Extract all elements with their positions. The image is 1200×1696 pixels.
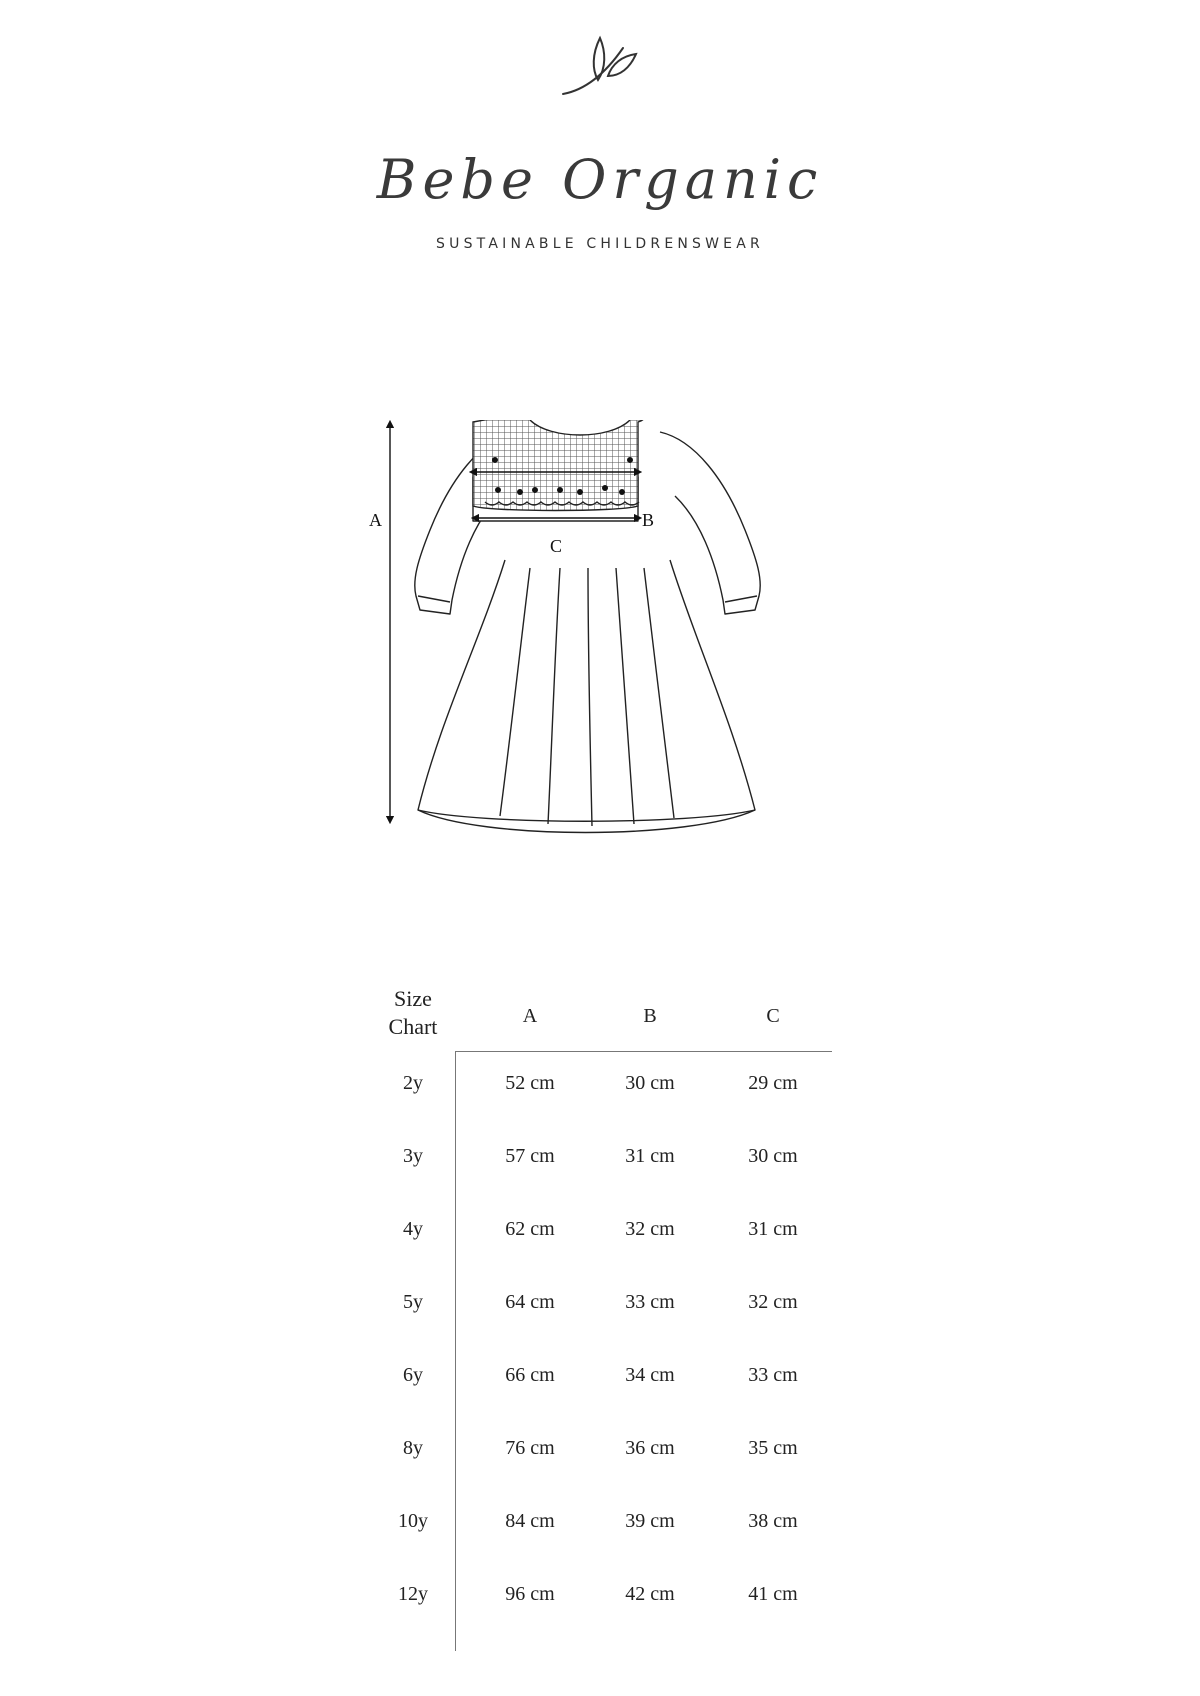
c-cell: 32 cm: [748, 1291, 798, 1313]
brand-tagline: SUSTAINABLE CHILDRENSWEAR: [436, 236, 764, 252]
a-cell: 57 cm: [505, 1145, 555, 1167]
table-row: [372, 1437, 832, 1477]
size-cell: 2y: [403, 1072, 423, 1094]
a-cell: 64 cm: [505, 1291, 555, 1313]
c-cell: 29 cm: [748, 1072, 798, 1094]
size-cell: 8y: [403, 1437, 423, 1459]
table-row: [372, 1291, 832, 1331]
column-divider: [455, 1051, 456, 1651]
size-cell: 10y: [398, 1510, 428, 1532]
c-cell: 33 cm: [748, 1364, 798, 1386]
a-cell: 62 cm: [505, 1218, 555, 1240]
b-cell: 42 cm: [625, 1583, 675, 1605]
size-cell: 3y: [403, 1145, 423, 1167]
b-cell: 36 cm: [625, 1437, 675, 1459]
b-cell: 33 cm: [625, 1291, 675, 1313]
table-row: [372, 1218, 832, 1258]
table-row: [372, 1145, 832, 1185]
size-cell: 6y: [403, 1364, 423, 1386]
size-cell: 5y: [403, 1291, 423, 1313]
table-row: [372, 1583, 832, 1623]
column-header-a: A: [522, 1005, 538, 1027]
a-cell: 76 cm: [505, 1437, 555, 1459]
brand-name: Bebe Organic: [376, 148, 824, 211]
dress-diagram: [360, 420, 840, 890]
c-cell: 41 cm: [748, 1583, 798, 1605]
b-cell: 31 cm: [625, 1145, 675, 1167]
size-chart-header: Size Chart: [388, 986, 438, 1039]
brand-logo: [0, 30, 1200, 252]
b-cell: 39 cm: [625, 1510, 675, 1532]
c-cell: 38 cm: [748, 1510, 798, 1532]
a-cell: 52 cm: [505, 1072, 555, 1094]
column-header-b: B: [643, 1005, 657, 1027]
dimension-label-b: B: [642, 510, 655, 530]
b-cell: 30 cm: [625, 1072, 675, 1094]
table-row: [372, 1510, 832, 1550]
b-cell: 34 cm: [625, 1364, 675, 1386]
column-header-c: C: [766, 1005, 780, 1027]
c-cell: 30 cm: [748, 1145, 798, 1167]
table-row: [372, 1072, 832, 1112]
dress-illustration: [360, 420, 840, 890]
a-cell: 84 cm: [505, 1510, 555, 1532]
header-divider: [455, 1051, 832, 1052]
table-row: [372, 1364, 832, 1404]
dimension-label-c: C: [550, 536, 563, 556]
dimension-label-a: A: [369, 510, 382, 530]
a-cell: 66 cm: [505, 1364, 555, 1386]
a-cell: 96 cm: [505, 1583, 555, 1605]
size-cell: 4y: [403, 1218, 423, 1240]
c-cell: 31 cm: [748, 1218, 798, 1240]
c-cell: 35 cm: [748, 1437, 798, 1459]
b-cell: 32 cm: [625, 1218, 675, 1240]
size-cell: 12y: [398, 1583, 428, 1605]
